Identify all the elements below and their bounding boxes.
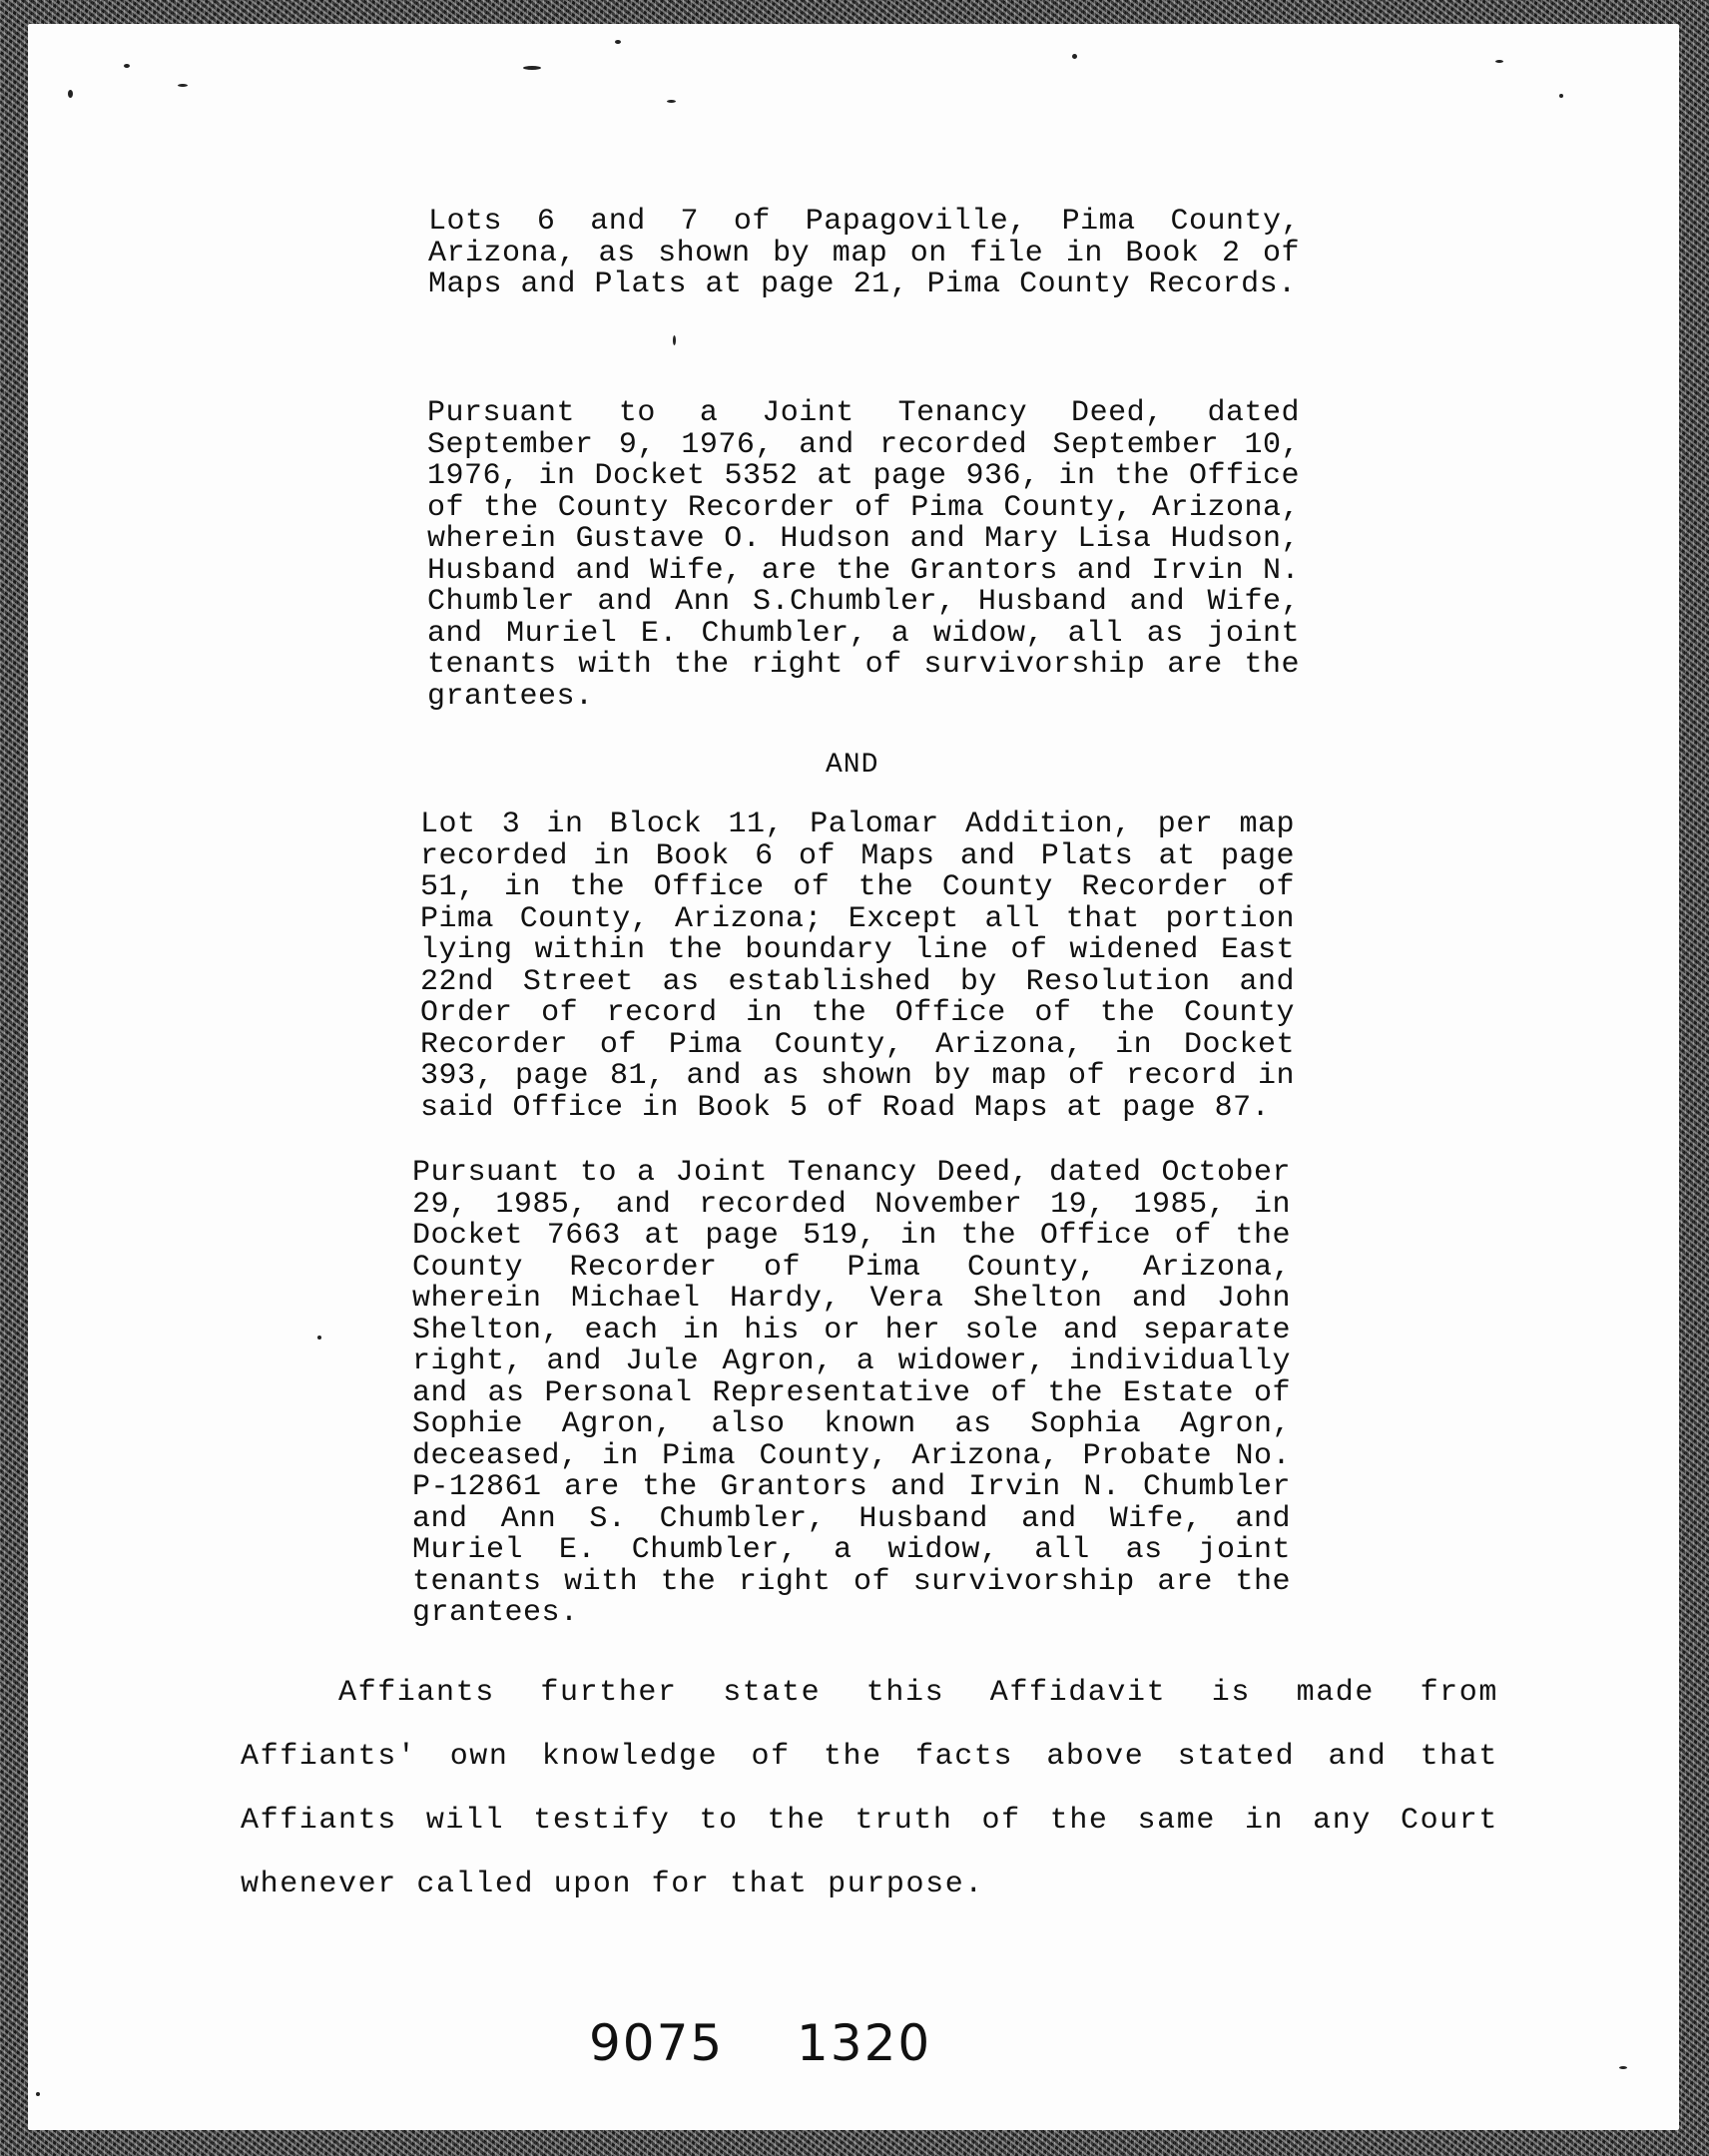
scan-speck <box>1072 54 1077 59</box>
scan-speck <box>36 2092 40 2096</box>
property-description-2: Lot 3 in Block 11, Palomar Addition, per map recorded in Book 6 of Maps and Plats at page 51, in the Office of the County Recorder of Pima County, Arizona; Except all that portion lying within the boundary line of widened East 22nd Street as established by Resolution and Order of record in the Office of the County Recorder of Pima County, Arizona, in Docket 393, page 81, and as shown by map of record in said Office in Book 5 of Road Maps at page 87. <box>420 808 1295 1125</box>
scan-speck <box>68 90 73 98</box>
scan-speck <box>1495 60 1503 63</box>
deed-recital-2: Pursuant to a Joint Tenancy Deed, dated October 29, 1985, and recorded November 19, 1985, in Docket 7663 at page 519, in the Office of the County Recorder of Pima County, Arizona, wherein Michael Hardy, Vera Shelton and John Shelton, each in his or her sole and separate right, and Jule Agron, a widower, individually and as Personal Representative of the Estate of Sophie Agron, also known as Sophia Agron, deceased, in Pima County, Arizona, Probate No. P-12861 are the Grantors and Irvin N. Chumbler and Ann S. Chumbler, Husband and Wife, and Muriel E. Chumbler, a widow, all as joint tenants with the right of survivorship are the grantees. <box>412 1156 1291 1630</box>
scan-speck <box>1619 2066 1627 2069</box>
docket-number: 9075 <box>589 2014 725 2072</box>
scan-speck <box>673 335 676 345</box>
and-separator: AND <box>826 750 879 781</box>
page-number: 1320 <box>797 2014 932 2072</box>
deed-recital-1: Pursuant to a Joint Tenancy Deed, dated September 9, 1976, and recorded September 10, 1976, in Docket 5352 at page 936, in the Office of the County Recorder of Pima County, Arizona, wherein Gustave O. Hudson and Mary Lisa Hudson, Husband and Wife, are the Grantors and Irvin N. Chumbler and Ann S.Chumbler, Husband and Wife, and Muriel E. Chumbler, a widow, all as joint tenants with the right of survivorship are the grantees. <box>427 396 1300 714</box>
scan-speck <box>1559 94 1563 98</box>
scan-speck <box>124 64 130 68</box>
scan-speck <box>317 1336 321 1340</box>
scan-speck <box>667 100 676 103</box>
scan-speck <box>178 84 188 87</box>
scan-speck <box>615 40 621 44</box>
scan-speck <box>523 66 541 70</box>
affidavit-closing-paragraph: Affiants further state this Affidavit is made from Affiants' own knowledge of the facts above stated and that Affiants will testify to the truth of the same in any Court whenever called upon for that purpose. <box>241 1676 1498 1901</box>
document-page <box>28 24 1679 2130</box>
property-description-1: Lots 6 and 7 of Papagoville, Pima County, Arizona, as shown by map on file in Book 2 of Maps and Plats at page 21, Pima County Records. <box>428 205 1300 301</box>
